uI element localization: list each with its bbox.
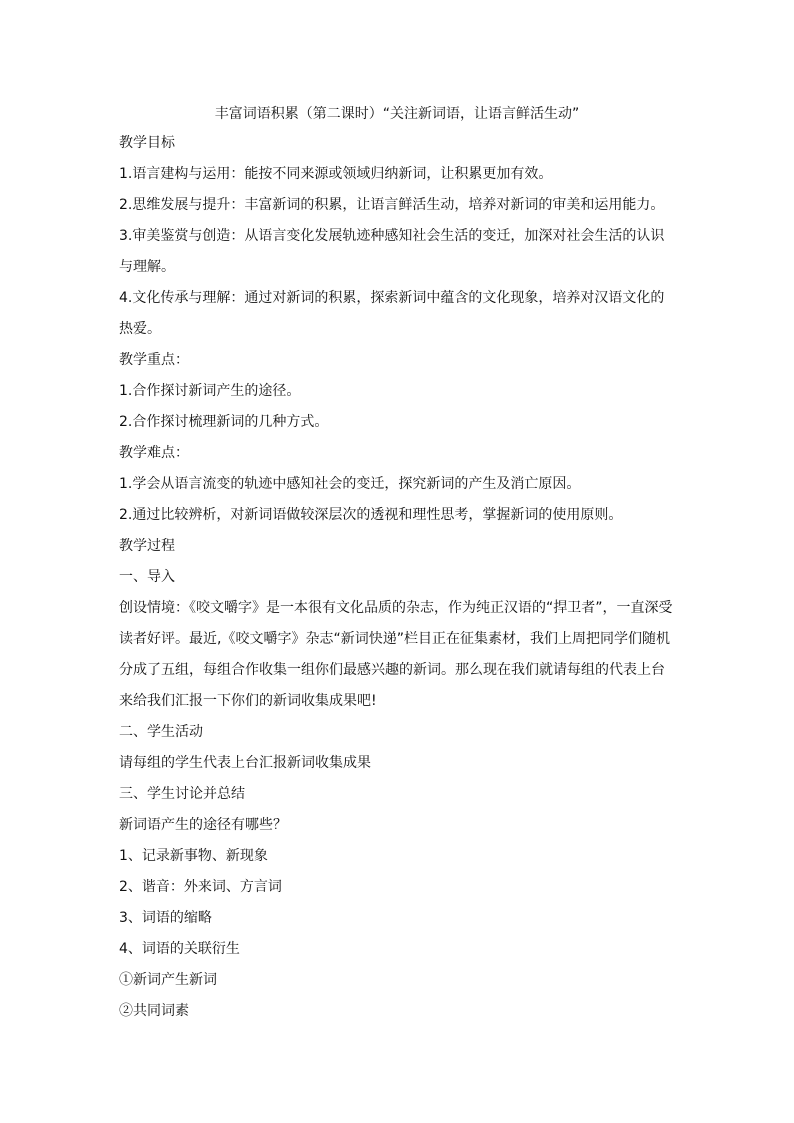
discussion-subitem-2: ②共同词素 xyxy=(119,1003,189,1019)
key-point-item-2: 2.合作探讨梳理新词的几种方式。 xyxy=(119,414,329,430)
difficulty-item-2: 2.通过比较辨析，对新词语做较深层次的透视和理性思考，掌握新词的使用原则。 xyxy=(119,507,623,523)
process-step-intro-heading: 一、导入 xyxy=(119,569,175,585)
discussion-item-3: 3、词语的缩略 xyxy=(119,910,212,926)
discussion-item-1: 1、记录新事物、新现象 xyxy=(119,848,268,864)
discussion-question: 新词语产生的途径有哪些？ xyxy=(119,817,287,833)
goal-item-1: 1.语言建构与运用：能按不同来源或领域归纳新词，让积累更加有效。 xyxy=(119,166,553,182)
section-heading-key-points: 教学重点： xyxy=(119,352,189,368)
section-heading-teaching-goals: 教学目标 xyxy=(119,135,175,151)
goal-item-3: 3.审美鉴赏与创造：从语言变化发展轨迹种感知社会生活的变迁，加深对社会生活的认识与理解。 xyxy=(119,228,665,275)
activity-paragraph: 请每组的学生代表上台汇报新词收集成果 xyxy=(119,755,371,771)
document-title: 丰富词语积累（第二课时）“关注新词语，让语言鲜活生动” xyxy=(214,106,580,122)
discussion-item-2: 2、谐音：外来词、方言词 xyxy=(119,879,282,895)
key-point-item-1: 1.合作探讨新词产生的途径。 xyxy=(119,383,301,399)
document-body xyxy=(119,100,675,1027)
process-step-activity-heading: 二、学生活动 xyxy=(119,724,203,740)
discussion-item-4: 4、词语的关联衍生 xyxy=(119,941,240,957)
process-step-discussion-heading: 三、学生讨论并总结 xyxy=(119,786,245,802)
goal-item-4: 4.文化传承与理解：通过对新词的积累，探索新词中蕴含的文化现象，培养对汉语文化的热爱。 xyxy=(119,290,665,337)
goal-item-2: 2.思维发展与提升：丰富新词的积累，让语言鲜活生动，培养对新词的审美和运用能力。 xyxy=(119,197,665,213)
difficulty-item-1: 1.学会从语言流变的轨迹中感知社会的变迁，探究新词的产生及消亡原因。 xyxy=(119,476,581,492)
intro-paragraph: 创设情境：《咬文嚼字》是一本很有文化品质的杂志，作为纯正汉语的“捍卫者”，一直深受读者好评。最近,《咬文嚼字》杂志“新词快递”栏目正在征集素材，我们上周把同学们随机分成了五组，每组合作收集一组你们最感兴趣的新词。那么现在我们就请每组的代表上台来给我们汇报一下你们的新词收集成果吧! xyxy=(119,600,673,709)
discussion-subitem-1: ①新词产生新词 xyxy=(119,972,217,988)
section-heading-difficulties: 教学难点： xyxy=(119,445,189,461)
section-heading-process: 教学过程 xyxy=(119,538,175,554)
